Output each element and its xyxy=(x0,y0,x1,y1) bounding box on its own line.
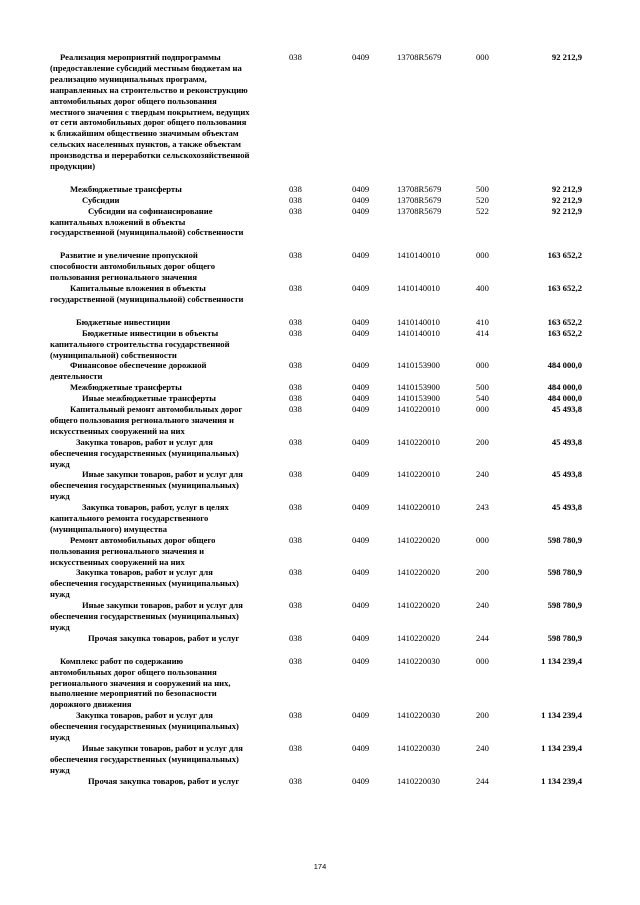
ministry-code: 038 xyxy=(289,436,302,447)
target-article-code: 1410220030 xyxy=(397,775,440,786)
table-row xyxy=(0,184,640,195)
target-article-code: 1410220010 xyxy=(397,469,440,480)
table-row xyxy=(0,437,640,470)
row-name: Капитальный ремонт автомобильных дорог общего пользования регионального значения и искусственных сооружений на них xyxy=(50,404,243,436)
section-code: 0409 xyxy=(352,502,370,513)
table-row xyxy=(0,360,640,382)
section-code: 0409 xyxy=(352,534,370,545)
row-name: Капитальные вложения в объекты государственной (муниципальной) собственности xyxy=(50,283,244,304)
table-row xyxy=(0,328,640,361)
section-code: 0409 xyxy=(352,710,370,721)
expense-type-code: 240 xyxy=(476,469,489,480)
row-name: Финансовое обеспечение дорожной деятельности xyxy=(50,360,207,382)
expense-type-code: 200 xyxy=(476,436,489,447)
ministry-code: 038 xyxy=(289,469,302,480)
row-name: Закупка товаров, работ и услуг для обеспечения государственных (муниципальных) нужд xyxy=(50,436,239,469)
target-article-code: 13708R5679 xyxy=(397,205,442,216)
ministry-code: 038 xyxy=(289,382,302,393)
expense-type-code: 240 xyxy=(476,600,489,611)
target-article-code: 1410140010 xyxy=(397,250,440,261)
table-row xyxy=(0,502,640,535)
table-row xyxy=(0,743,640,776)
ministry-code: 038 xyxy=(289,567,302,578)
expense-type-code: 522 xyxy=(476,205,489,216)
target-article-code: 1410220010 xyxy=(397,404,440,414)
row-name: Межбюджетные трансферты xyxy=(70,382,182,393)
table-row xyxy=(0,776,640,787)
ministry-code: 038 xyxy=(289,316,302,327)
amount: 92 212,9 xyxy=(551,205,582,216)
ministry-code: 038 xyxy=(289,327,302,338)
row-name: Реализация мероприятий подпрограммы (предоставление субсидий местным бюджетам на реализацию муниципальных программ, направленных на строительство и реконструкцию автомобильных дорог общего пользования местного значения с твердым покрытием, ведущих от сети автомобильных дорог общего пользования к ближайшим общественно значимым объектам сельских населенных пунктов, а также объектам производства и переработки сельскохозяйственной продукции) xyxy=(50,52,250,172)
expense-type-code: 540 xyxy=(476,393,489,404)
ministry-code: 038 xyxy=(289,534,302,545)
section-code: 0409 xyxy=(352,327,370,338)
amount: 484 000,0 xyxy=(547,360,582,371)
expense-type-code: 200 xyxy=(476,710,489,721)
ministry-code: 038 xyxy=(289,393,302,404)
ministry-code: 038 xyxy=(289,742,302,753)
expense-type-code: 000 xyxy=(476,404,489,414)
target-article-code: 1410220030 xyxy=(397,742,440,753)
expense-type-code: 240 xyxy=(476,742,489,753)
section-code: 0409 xyxy=(352,183,370,194)
amount: 92 212,9 xyxy=(551,52,582,62)
row-name: Бюджетные инвестиции в объекты капитального строительства государственной (муниципальной) собственности xyxy=(50,327,230,360)
section-code: 0409 xyxy=(352,775,370,786)
amount: 598 780,9 xyxy=(547,534,582,545)
amount: 598 780,9 xyxy=(547,632,582,643)
ministry-code: 038 xyxy=(289,52,302,62)
table-row xyxy=(0,393,640,404)
section-code: 0409 xyxy=(352,205,370,216)
row-name: Закупка товаров, работ и услуг для обеспечения государственных (муниципальных) нужд xyxy=(50,567,239,600)
table-row xyxy=(0,656,640,711)
table-row xyxy=(0,469,640,502)
section-code: 0409 xyxy=(352,567,370,578)
target-article-code: 1410220030 xyxy=(397,710,440,721)
ministry-code: 038 xyxy=(289,775,302,786)
expense-type-code: 000 xyxy=(476,52,489,62)
row-name: Иные закупки товаров, работ и услуг для обеспечения государственных (муниципальных) нужд xyxy=(50,469,243,502)
target-article-code: 1410140010 xyxy=(397,316,440,327)
table-row xyxy=(0,250,640,283)
table-row xyxy=(0,195,640,206)
ministry-code: 038 xyxy=(289,205,302,216)
section-code: 0409 xyxy=(352,52,370,62)
row-name: Ремонт автомобильных дорог общего пользования регионального значения и искусственных сооружений на них xyxy=(50,534,216,567)
section-code: 0409 xyxy=(352,194,370,205)
expense-type-code: 244 xyxy=(476,632,489,643)
amount: 1 134 239,4 xyxy=(541,655,582,666)
page-number: 174 xyxy=(313,862,327,871)
table-row xyxy=(0,600,640,633)
expense-type-code: 410 xyxy=(476,316,489,327)
row-name: Закупка товаров, работ и услуг для обеспечения государственных (муниципальных) нужд xyxy=(50,710,239,743)
table-row xyxy=(0,535,640,568)
row-name: Закупка товаров, работ, услуг в целях капитального ремонта государственного (муниципального) имущества xyxy=(50,502,229,534)
expense-type-code: 500 xyxy=(476,382,489,393)
table-row xyxy=(0,710,640,743)
row-name: Субсидии xyxy=(82,194,120,205)
section-code: 0409 xyxy=(352,436,370,447)
target-article-code: 1410153900 xyxy=(397,393,440,404)
row-name: Прочая закупка товаров, работ и услуг xyxy=(88,632,240,643)
amount: 92 212,9 xyxy=(551,183,582,194)
amount: 598 780,9 xyxy=(547,567,582,578)
amount: 484 000,0 xyxy=(547,382,582,393)
target-article-code: 1410220020 xyxy=(397,632,440,643)
table-row xyxy=(0,206,640,239)
ministry-code: 038 xyxy=(289,183,302,194)
expense-type-code: 000 xyxy=(476,534,489,545)
section-code: 0409 xyxy=(352,250,370,261)
ministry-code: 038 xyxy=(289,632,302,643)
section-code: 0409 xyxy=(352,382,370,393)
row-name: Комплекс работ по содержанию автомобильных дорог общего пользования регионального значения и сооружений на них, выполнение мероприятий по безопасности дорожного движения xyxy=(50,655,231,710)
expense-type-code: 000 xyxy=(476,360,489,371)
target-article-code: 1410220020 xyxy=(397,600,440,611)
amount: 1 134 239,4 xyxy=(541,775,582,786)
budget-table xyxy=(0,52,640,786)
expense-type-code: 000 xyxy=(476,250,489,261)
amount: 1 134 239,4 xyxy=(541,710,582,721)
amount: 163 652,2 xyxy=(547,250,582,261)
section-code: 0409 xyxy=(352,632,370,643)
section-code: 0409 xyxy=(352,316,370,327)
ministry-code: 038 xyxy=(289,502,302,513)
row-name: Бюджетные инвестиции xyxy=(76,316,171,327)
ministry-code: 038 xyxy=(289,404,302,414)
table-row xyxy=(0,633,640,644)
row-name: Межбюджетные трансферты xyxy=(70,183,182,194)
target-article-code: 1410140010 xyxy=(397,327,440,338)
target-article-code: 13708R5679 xyxy=(397,183,442,194)
section-code: 0409 xyxy=(352,360,370,371)
expense-type-code: 200 xyxy=(476,567,489,578)
amount: 45 493,8 xyxy=(551,502,582,513)
target-article-code: 1410220030 xyxy=(397,655,440,666)
table-row xyxy=(0,52,640,172)
section-code: 0409 xyxy=(352,655,370,666)
section-code: 0409 xyxy=(352,404,370,414)
expense-type-code: 243 xyxy=(476,502,489,513)
ministry-code: 038 xyxy=(289,250,302,261)
target-article-code: 1410220010 xyxy=(397,502,440,513)
table-row xyxy=(0,382,640,393)
row-name: Прочая закупка товаров, работ и услуг xyxy=(88,775,240,786)
section-code: 0409 xyxy=(352,283,370,294)
amount: 45 493,8 xyxy=(551,436,582,447)
expense-type-code: 000 xyxy=(476,655,489,666)
target-article-code: 13708R5679 xyxy=(397,52,442,62)
ministry-code: 038 xyxy=(289,655,302,666)
row-name: Иные межбюджетные трансферты xyxy=(82,393,217,404)
target-article-code: 1410220010 xyxy=(397,436,440,447)
row-name: Иные закупки товаров, работ и услуг для обеспечения государственных (муниципальных) нужд xyxy=(50,742,243,775)
ministry-code: 038 xyxy=(289,360,302,371)
section-code: 0409 xyxy=(352,393,370,404)
section-code: 0409 xyxy=(352,600,370,611)
table-row xyxy=(0,567,640,600)
expense-type-code: 244 xyxy=(476,775,489,786)
target-article-code: 1410153900 xyxy=(397,382,440,393)
amount: 598 780,9 xyxy=(547,600,582,611)
expense-type-code: 500 xyxy=(476,183,489,194)
amount: 163 652,2 xyxy=(547,316,582,327)
expense-type-code: 400 xyxy=(476,283,489,294)
ministry-code: 038 xyxy=(289,194,302,205)
section-code: 0409 xyxy=(352,469,370,480)
ministry-code: 038 xyxy=(289,710,302,721)
target-article-code: 13708R5679 xyxy=(397,194,442,205)
expense-type-code: 414 xyxy=(476,327,489,338)
amount: 92 212,9 xyxy=(551,194,582,205)
amount: 45 493,8 xyxy=(551,469,582,480)
amount: 163 652,2 xyxy=(547,283,582,294)
amount: 1 134 239,4 xyxy=(541,742,582,753)
ministry-code: 038 xyxy=(289,283,302,294)
target-article-code: 1410140010 xyxy=(397,283,440,294)
amount: 484 000,0 xyxy=(547,393,582,404)
row-name: Развитие и увеличение пропускной способности автомобильных дорог общего пользования регионального значения xyxy=(50,250,215,283)
row-name: Иные закупки товаров, работ и услуг для обеспечения государственных (муниципальных) нужд xyxy=(50,600,243,632)
table-row xyxy=(0,404,640,437)
amount: 163 652,2 xyxy=(547,327,582,338)
target-article-code: 1410220020 xyxy=(397,567,440,578)
table-row xyxy=(0,317,640,328)
target-article-code: 1410220020 xyxy=(397,534,440,545)
ministry-code: 038 xyxy=(289,600,302,611)
expense-type-code: 520 xyxy=(476,194,489,205)
amount: 45 493,8 xyxy=(551,404,582,414)
section-code: 0409 xyxy=(352,742,370,753)
target-article-code: 1410153900 xyxy=(397,360,440,371)
row-name: Субсидии на софинансирование капитальных вложений в объекты государственной (муниципальной) собственности xyxy=(50,205,244,238)
table-row xyxy=(0,283,640,305)
